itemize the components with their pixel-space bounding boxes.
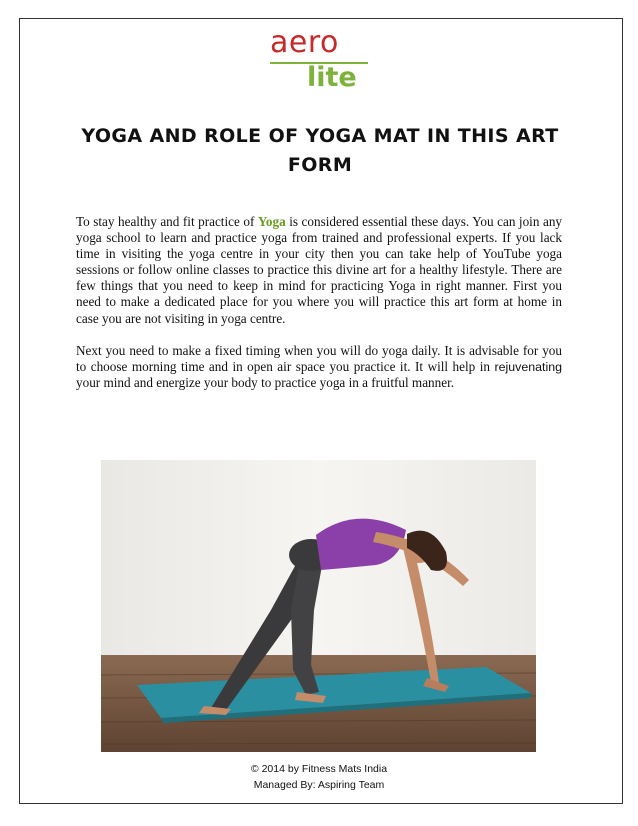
rejuvenating-word: rejuvenating [494,359,562,374]
paragraph-1 [76,214,562,327]
body-text [76,214,562,407]
paragraph-2-start: Next you need to make a fixed timing when you will do yoga daily. It is advisable for you to choose morning time and in open air space you practice it. It will help in [76,342,562,374]
document-title: YOGA AND ROLE OF YOGA MAT IN THIS ART FORM [81,125,559,176]
copyright-text: © 2014 by Fitness Mats India [250,763,388,775]
paragraph-1-end: is considered essential these days. You can join any yoga school to learn and practice yoga from trained and professional experts. If you lack time in visiting the yoga centre in your city then you can take help of YouTube yoga sessions or follow online classes to practice this divine art for a healthy lifestyle. There are few things that you need to keep in mind for practicing Yoga in right manner. First you need to make a dedicated place for you where you will practice this art form at home in case you are not visiting in yoga centre. [76,214,563,326]
paragraph-2 [76,343,562,391]
paragraph-1-start: To stay healthy and fit practice of [76,214,258,229]
yoga-pose-photo [101,460,536,752]
footer [0,761,638,793]
managed-by-text: Managed By: Aspiring Team [253,779,385,791]
logo-text-lite: lite [307,62,357,93]
yoga-pose-illustration [101,460,536,752]
logo-text-aero: aero [270,25,339,60]
aerolite-logo [270,27,374,97]
paragraph-2-end: your mind and energize your body to practice yoga in a fruitful manner. [76,374,455,390]
yoga-link[interactable]: Yoga [257,214,286,229]
